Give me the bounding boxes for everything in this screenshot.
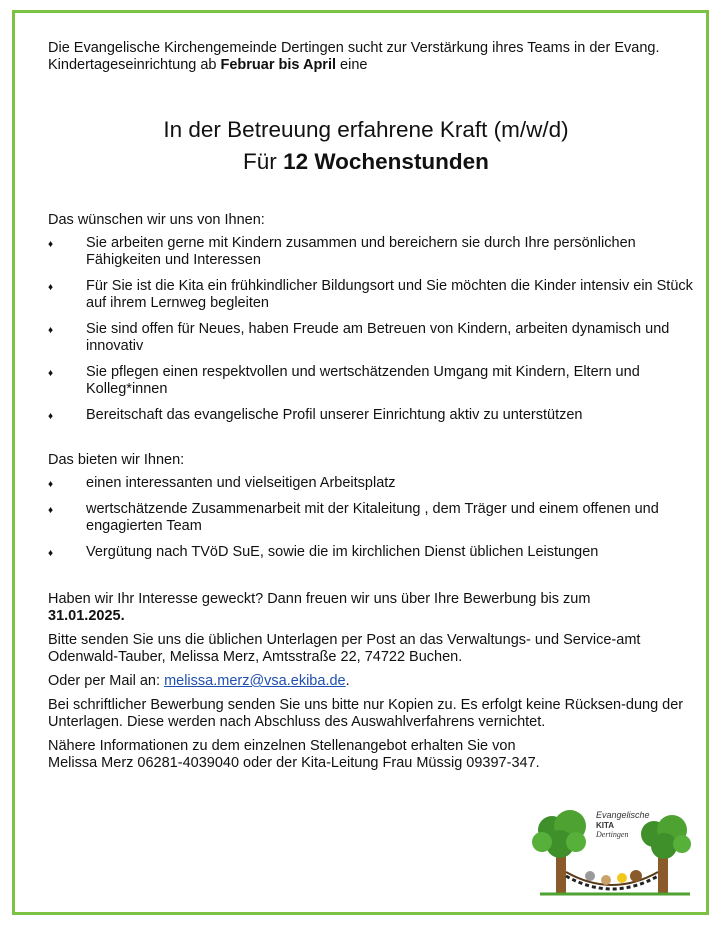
- list-item-text: Vergütung nach TVöD SuE, sowie die im kirchlichen Dienst üblichen Leistungen: [86, 544, 599, 560]
- list-item-text: Sie arbeiten gerne mit Kindern zusammen und bereichern sie durch Ihre persönlichen Fähigkeiten und Interessen: [86, 235, 636, 268]
- mail-text: [48, 673, 698, 690]
- contact-info-line2: Melissa Merz 06281-4039040 oder der Kita-Leitung Frau Müssig 09397-347.: [48, 755, 540, 771]
- interest-text: [48, 591, 698, 625]
- headline-hours-prefix: Für: [243, 149, 284, 174]
- bullet-icon: ♦: [48, 239, 54, 250]
- list-item-text: Für Sie ist die Kita ein frühkindlicher Bildungsort und Sie möchten die Kinder intensiv ein Stück auf ihrem Lernweg begleiten: [86, 278, 693, 311]
- bullet-icon: ♦: [48, 368, 54, 379]
- left-tree-crown: [532, 810, 586, 858]
- interest-sentence: Haben wir Ihr Interesse geweckt? Dann freuen wir uns über Ihre Bewerbung bis zum: [48, 591, 591, 607]
- logo-text-line1: Evangelische: [596, 810, 650, 820]
- wishes-list: [48, 235, 698, 424]
- list-item: [48, 475, 698, 492]
- kita-logo: [530, 806, 698, 901]
- list-item-text: Sie sind offen für Neues, haben Freude am Betreuen von Kindern, arbeiten dynamisch und innovativ: [86, 321, 670, 354]
- chick-figure: [617, 873, 627, 883]
- list-item: [48, 407, 698, 424]
- headline-title: In der Betreuung erfahrene Kraft (m/w/d): [163, 117, 569, 142]
- offers-list: [48, 475, 698, 561]
- logo-text-line2: KITA: [596, 821, 615, 830]
- list-item: [48, 364, 698, 398]
- intro-text: [48, 40, 698, 74]
- bullet-icon: ♦: [48, 479, 54, 490]
- list-item-text: Sie pflegen einen respektvollen und wertschätzenden Umgang mit Kindern, Eltern und Kolleg*innen: [86, 364, 640, 397]
- list-item: [48, 235, 698, 269]
- mail-prefix: Oder per Mail an:: [48, 673, 165, 689]
- list-item: [48, 544, 698, 561]
- bullet-icon: ♦: [48, 282, 54, 293]
- application-deadline: 31.01.2025.: [48, 608, 125, 624]
- headline: [34, 114, 698, 178]
- bullet-icon: ♦: [48, 325, 54, 336]
- intro-text-start: Die Evangelische Kirchengemeinde Dertingen sucht zur Verstärkung ihres Teams in der Evang. Kindertageseinrichtung ab: [48, 40, 660, 73]
- wishes-title: Das wünschen wir uns von Ihnen:: [48, 212, 265, 228]
- intro-text-end: eine: [336, 57, 368, 73]
- mail-suffix: .: [345, 673, 350, 689]
- logo-text-line3: Dertingen: [596, 830, 629, 839]
- email-link[interactable]: melissa.merz@vsa.ekiba.de: [164, 673, 346, 689]
- contact-info-line1: Nähere Informationen zu dem einzelnen Stellenangebot erhalten Sie von: [48, 738, 516, 754]
- contact-info: [48, 738, 698, 772]
- list-item: [48, 278, 698, 312]
- mouse-figure: [601, 875, 611, 885]
- kita-logo-graphic: [530, 806, 698, 901]
- right-tree-crown: [641, 815, 691, 859]
- job-posting: [48, 40, 698, 772]
- postal-address-text: Bitte senden Sie uns die üblichen Unterlagen per Post an das Verwaltungs- und Service-amt Odenwald-Tauber, Melissa Merz, Amtsstraße 22, 74722 Buchen.: [48, 632, 641, 665]
- bear-figure: [630, 870, 642, 882]
- intro-period: Februar bis April: [220, 57, 336, 73]
- list-item: [48, 501, 698, 535]
- bullet-icon: ♦: [48, 548, 54, 559]
- headline-hours: [34, 146, 698, 178]
- headline-hours-value: 12 Wochenstunden: [283, 149, 489, 174]
- bullet-icon: ♦: [48, 505, 54, 516]
- list-item: [48, 321, 698, 355]
- hedgehog-figure: [585, 871, 595, 881]
- list-item-text: einen interessanten und vielseitigen Arbeitsplatz: [86, 475, 396, 491]
- list-item-text: Bereitschaft das evangelische Profil unserer Einrichtung aktiv zu unterstützen: [86, 407, 583, 423]
- copies-notice: Bei schriftlicher Bewerbung senden Sie uns bitte nur Kopien zu. Es erfolgt keine Rücksen-dung der Unterlagen. Diese werden nach Abschluss des Auswahlverfahrens vernichtet.: [48, 697, 684, 730]
- bullet-icon: ♦: [48, 411, 54, 422]
- list-item-text: wertschätzende Zusammenarbeit mit der Kitaleitung , dem Träger und einem offenen und engagierten Team: [86, 501, 659, 534]
- offers-title: Das bieten wir Ihnen:: [48, 452, 185, 468]
